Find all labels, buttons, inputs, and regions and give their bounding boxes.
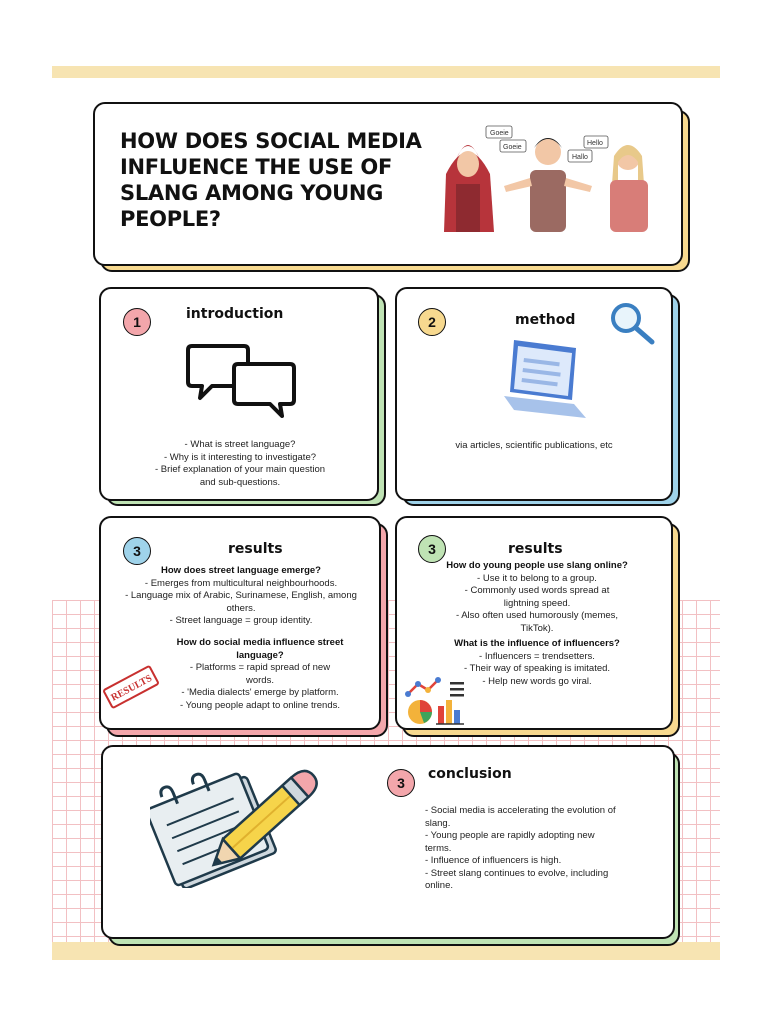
results1-a1-line-3: others. — [226, 602, 256, 614]
conclusion-text — [425, 805, 665, 893]
notepad-pencil-icon — [150, 764, 326, 888]
results2-a1-line-2: - Commonly used words spread at — [464, 585, 610, 596]
results1-question-2: How do social media influence street language? — [176, 637, 344, 661]
results2-title: results — [508, 541, 563, 557]
results1-title: results — [228, 541, 283, 557]
results2-number: 3 — [418, 535, 446, 563]
results2-text — [404, 560, 670, 688]
charts-icon — [404, 676, 470, 726]
conclusion-line-1: - Social media is accelerating the evolution of — [425, 805, 616, 816]
intro-text — [110, 439, 370, 489]
conclusion-line-6: - Street slang continues to evolve, including — [425, 867, 609, 879]
results2-a1-line-4: - Also often used humorously (memes, — [455, 610, 619, 621]
results1-a1-line-1: - Emerges from multicultural neighbourhoods. — [144, 577, 338, 589]
results2-question-2: What is the influence of influencers? — [454, 638, 620, 649]
results1-question-1: How does street language emerge? — [161, 565, 321, 576]
intro-line-4: and sub-questions. — [199, 476, 281, 488]
method-title: method — [515, 312, 576, 328]
stamp-text: RESULTS — [109, 672, 155, 704]
results2-a1-line-5: TikTok). — [520, 622, 554, 634]
intro-line-2: - Why is it interesting to investigate? — [163, 451, 317, 463]
intro-line-3: - Brief explanation of your main question — [154, 464, 326, 475]
conclusion-number: 3 — [387, 769, 415, 797]
magnifier-icon — [608, 300, 658, 346]
chat-bubbles-icon — [186, 342, 298, 420]
results1-a1-line-2: - Language mix of Arabic, Surinamese, English, among — [125, 590, 357, 601]
people-illustration — [432, 122, 664, 236]
laptop-icon — [500, 338, 590, 422]
conclusion-line-3: - Young people are rapidly adopting new — [425, 830, 595, 841]
intro-title: introduction — [186, 306, 284, 322]
results1-a2-line-3: - 'Media dialects' emerge by platform. — [181, 687, 339, 698]
conclusion-line-4: terms. — [425, 842, 452, 854]
conclusion-line-7: online. — [425, 880, 453, 891]
intro-line-1: - What is street language? — [184, 439, 296, 450]
conclusion-title: conclusion — [428, 766, 512, 782]
results2-question-1: How do young people use slang online? — [446, 560, 628, 571]
results1-a2-line-2: words. — [246, 674, 274, 686]
results-stamp — [102, 662, 160, 712]
bubble-text-4: Hello — [587, 140, 603, 147]
bubble-text-3: Hallo — [572, 154, 588, 161]
results1-text-2 — [160, 637, 360, 712]
results1-a1-line-4: - Street language = group identity. — [169, 615, 313, 626]
bubble-text-2: Goeie — [503, 144, 522, 151]
results2-a1-line-3: lightning speed. — [503, 597, 571, 609]
top-stripe — [52, 66, 720, 78]
results1-a2-line-4: - Young people adapt to online trends. — [179, 699, 341, 711]
page-title: HOW DOES SOCIAL MEDIA INFLUENCE THE USE OF SLANG AMONG YOUNG PEOPLE? — [120, 129, 422, 231]
results2-a1-line-1: - Use it to belong to a group. — [477, 572, 597, 584]
conclusion-line-5: - Influence of influencers is high. — [425, 855, 562, 866]
conclusion-line-2: slang. — [425, 817, 451, 829]
bubble-text-1: Goeie — [490, 130, 509, 137]
results2-a2-line-1: - Influencers = trendsetters. — [479, 650, 595, 662]
results1-a2-line-1: - Platforms = rapid spread of new — [189, 662, 331, 673]
method-number: 2 — [418, 308, 446, 336]
method-text: via articles, scientific publications, etc — [455, 440, 613, 451]
intro-number: 1 — [123, 308, 151, 336]
results2-a2-line-3: - Help new words go viral. — [482, 675, 592, 687]
results1-text — [108, 565, 374, 628]
results1-number: 3 — [123, 537, 151, 565]
results2-a2-line-2: - Their way of speaking is imitated. — [463, 663, 611, 674]
